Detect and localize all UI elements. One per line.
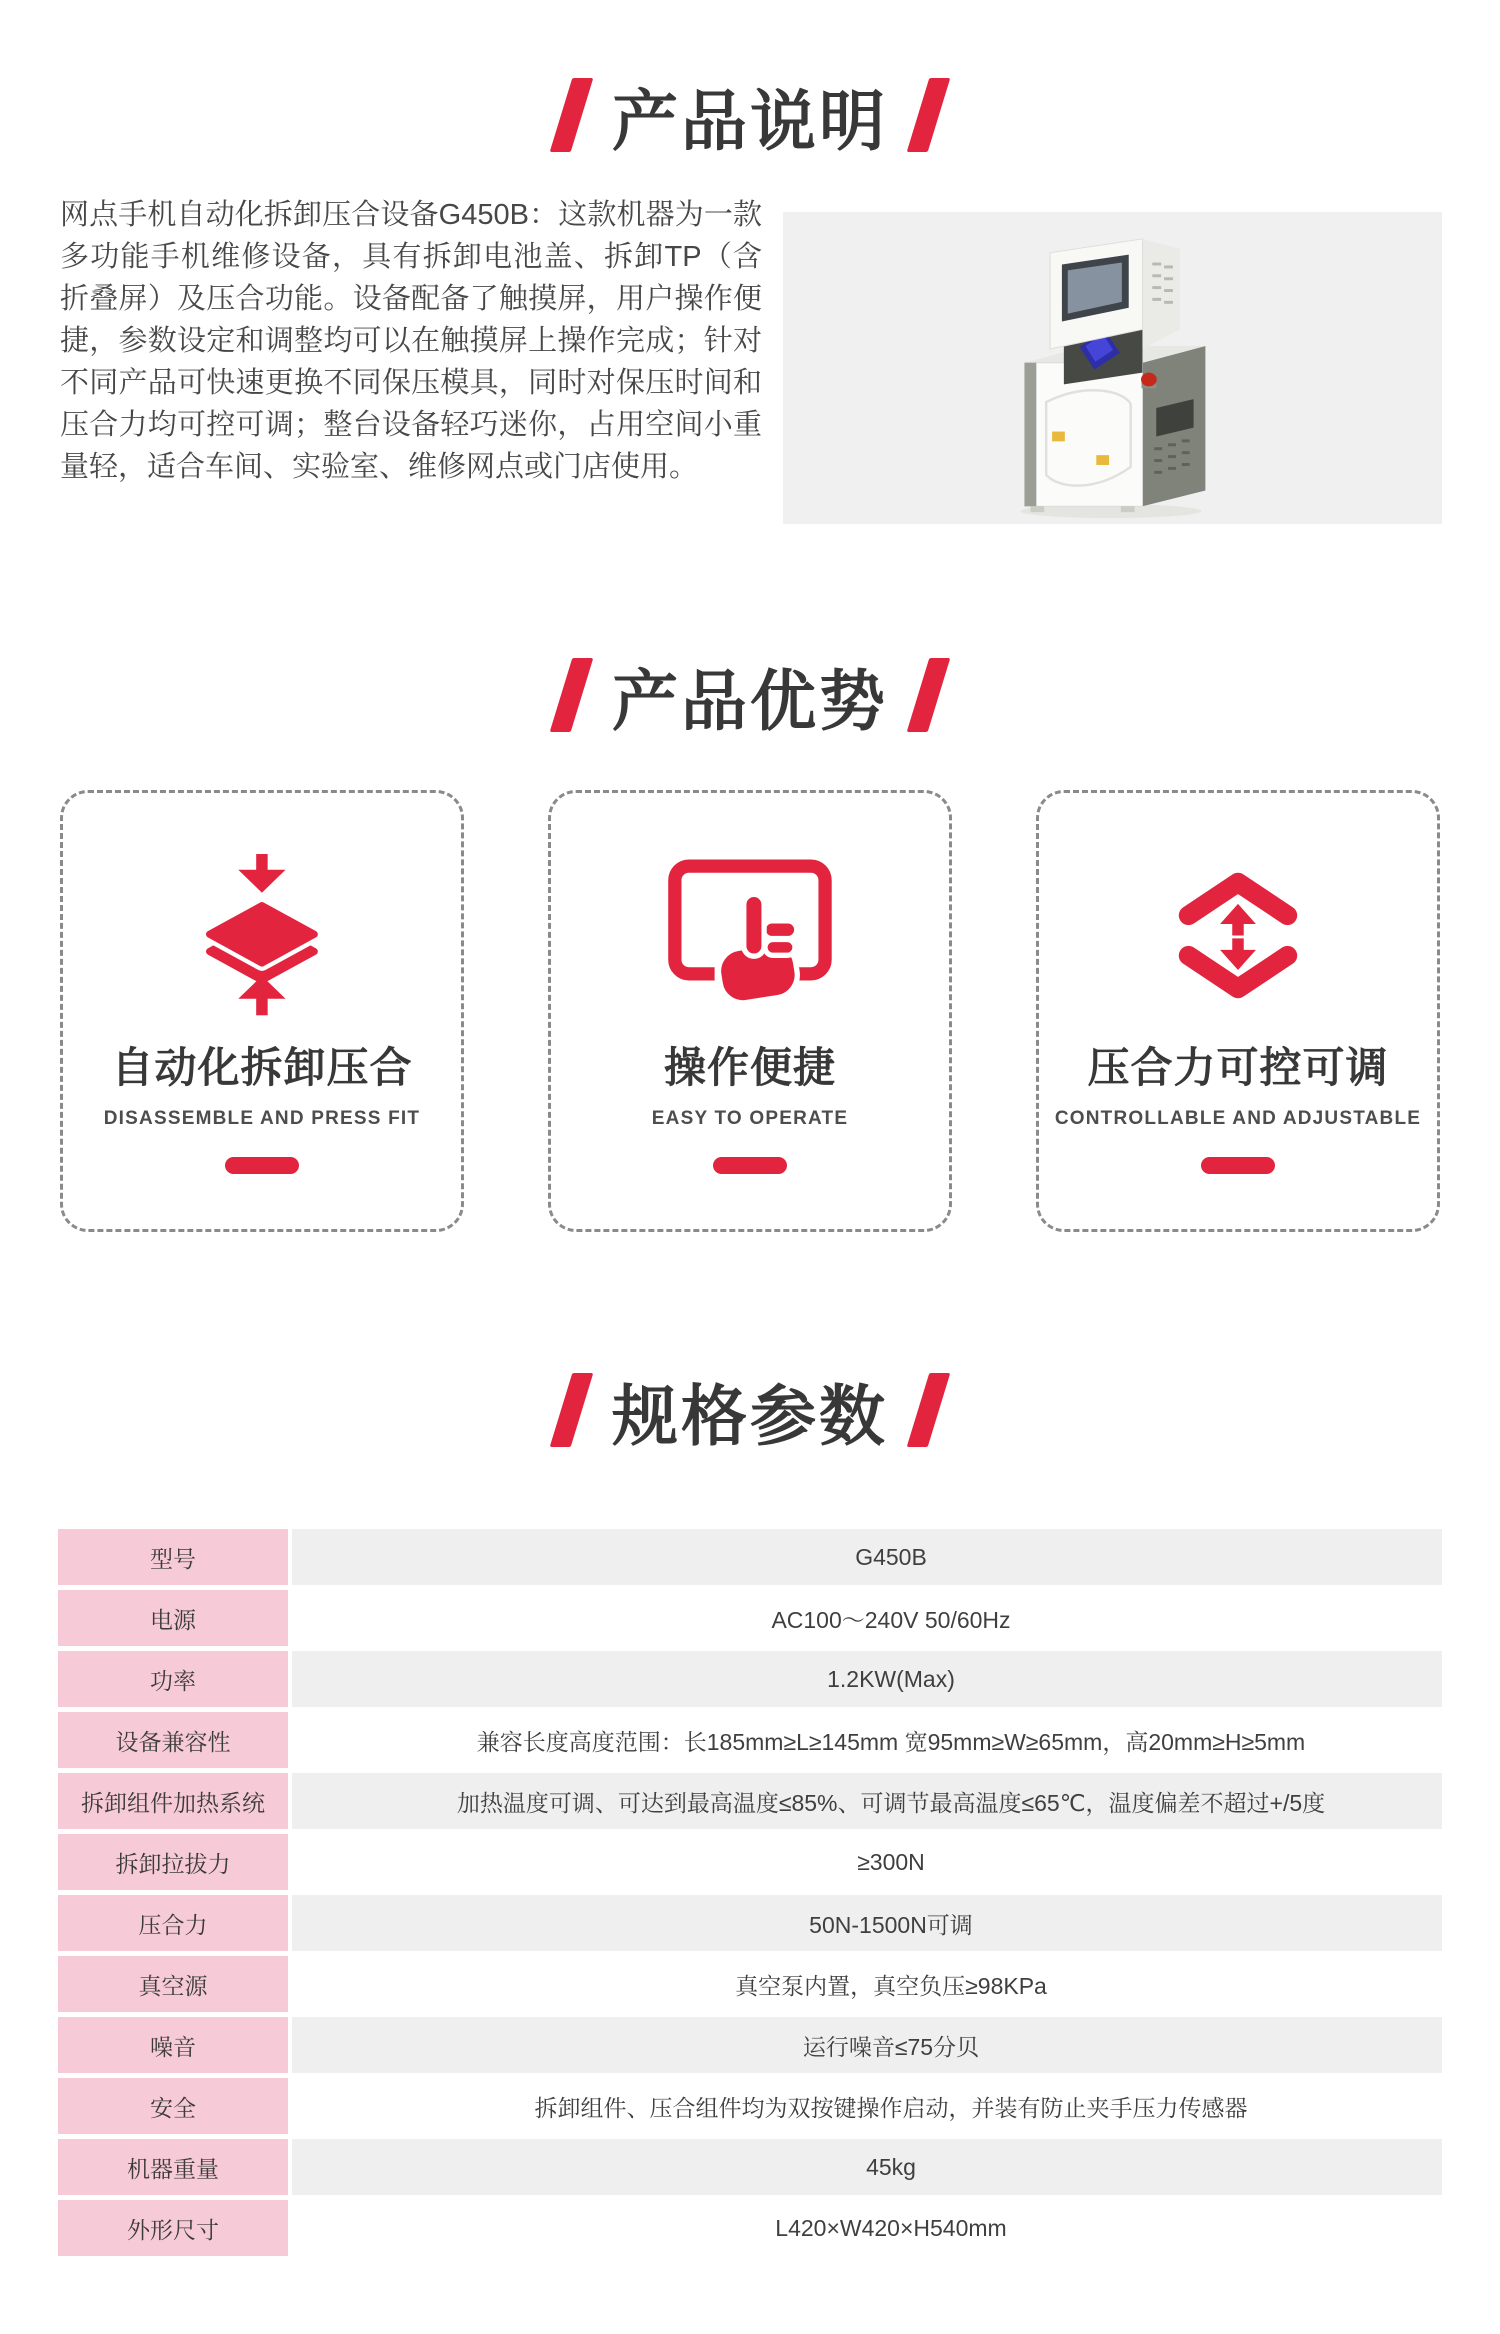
spec-row: [58, 1895, 1442, 1951]
spec-row: [58, 1956, 1442, 2012]
red-slash-icon: [907, 1373, 951, 1447]
advantage-card-easy-operate: [548, 790, 952, 1232]
red-slash-icon: [550, 1373, 594, 1447]
spec-row: [58, 2017, 1442, 2073]
advantage-card-press-fit: [60, 790, 464, 1232]
section-title-advantages: [0, 650, 1500, 740]
touch-operate-icon: [666, 851, 834, 1019]
red-underline-bar: [713, 1157, 787, 1174]
description-title: 产品说明: [612, 83, 888, 158]
spec-row: [58, 2139, 1442, 2195]
advantage-cards: [60, 790, 1440, 1232]
spec-value: 加热温度可调、可达到最高温度≤85%、可调节最高温度≤65℃，温度偏差不超过+/5度: [292, 1773, 1442, 1829]
spec-row: [58, 1834, 1442, 1890]
red-slash-icon: [907, 658, 951, 732]
advantages-title: 产品优势: [612, 663, 888, 738]
spec-label: 噪音: [58, 2017, 288, 2073]
section-title-description: [0, 70, 1500, 160]
spec-label: 拆卸拉拔力: [58, 1834, 288, 1890]
spec-value: 拆卸组件、压合组件均为双按键操作启动，并装有防止夹手压力传感器: [292, 2078, 1442, 2134]
section-title-specs: [0, 1365, 1500, 1455]
spec-row: [58, 1529, 1442, 1585]
spec-row: [58, 1590, 1442, 1646]
spec-value: 1.2KW(Max): [292, 1651, 1442, 1707]
spec-row: [58, 2200, 1442, 2256]
red-underline-bar: [225, 1157, 299, 1174]
card-title: 压合力可控可调: [1087, 1044, 1389, 1091]
spec-value: 兼容长度高度范围：长185mm≥L≥145mm 宽95mm≥W≥65mm，高20mm≥H≥5mm: [292, 1712, 1442, 1768]
spec-label: 安全: [58, 2078, 288, 2134]
press-fit-icon: [201, 851, 323, 1019]
card-title: 自动化拆卸压合: [111, 1044, 413, 1091]
advantage-card-adjustable-force: [1036, 790, 1440, 1232]
spec-value: L420×W420×H540mm: [292, 2200, 1442, 2256]
machine-illustration: [995, 235, 1231, 520]
spec-label: 外形尺寸: [58, 2200, 288, 2256]
spec-value: G450B: [292, 1529, 1442, 1585]
product-photo: [783, 212, 1442, 524]
spec-row: [58, 1651, 1442, 1707]
spec-value: 运行噪音≤75分贝: [292, 2017, 1442, 2073]
spec-value: AC100～240V 50/60Hz: [292, 1590, 1442, 1646]
red-slash-icon: [907, 78, 951, 152]
spec-label: 真空源: [58, 1956, 288, 2012]
spec-label: 拆卸组件加热系统: [58, 1773, 288, 1829]
card-subtitle: CONTROLLABLE AND ADJUSTABLE: [1054, 1108, 1422, 1129]
spec-row: [58, 1773, 1442, 1829]
spec-row: [58, 2078, 1442, 2134]
spec-value: 真空泵内置，真空负压≥98KPa: [292, 1956, 1442, 2012]
card-subtitle: EASY TO OPERATE: [651, 1108, 849, 1129]
card-subtitle: DISASSEMBLE AND PRESS FIT: [103, 1108, 421, 1129]
spec-label: 设备兼容性: [58, 1712, 288, 1768]
spec-label: 功率: [58, 1651, 288, 1707]
red-slash-icon: [550, 658, 594, 732]
description-paragraph: 网点手机自动化拆卸压合设备G450B：这款机器为一款多功能手机维修设备，具有拆卸电池盖、拆卸TP（含折叠屏）及压合功能。设备配备了触摸屏，用户操作便捷，参数设定和调整均可以在触摸屏上操作完成；针对不同产品可快速更换不同保压模具，同时对保压时间和压合力均可控可调；整台设备轻巧迷你，占用空间小重量轻，适合车间、实验室、维修网点或门店使用。: [60, 199, 762, 483]
spec-label: 电源: [58, 1590, 288, 1646]
adjustable-force-icon: [1177, 851, 1299, 1019]
spec-value: 50N-1500N可调: [292, 1895, 1442, 1951]
spec-row: [58, 1712, 1442, 1768]
red-underline-bar: [1201, 1157, 1275, 1174]
spec-label: 机器重量: [58, 2139, 288, 2195]
card-title: 操作便捷: [663, 1044, 836, 1091]
spec-label: 压合力: [58, 1895, 288, 1951]
specs-title: 规格参数: [612, 1378, 888, 1453]
red-slash-icon: [550, 78, 594, 152]
spec-label: 型号: [58, 1529, 288, 1585]
spec-value: ≥300N: [292, 1834, 1442, 1890]
spec-value: 45kg: [292, 2139, 1442, 2195]
spec-table: [58, 1529, 1442, 2261]
